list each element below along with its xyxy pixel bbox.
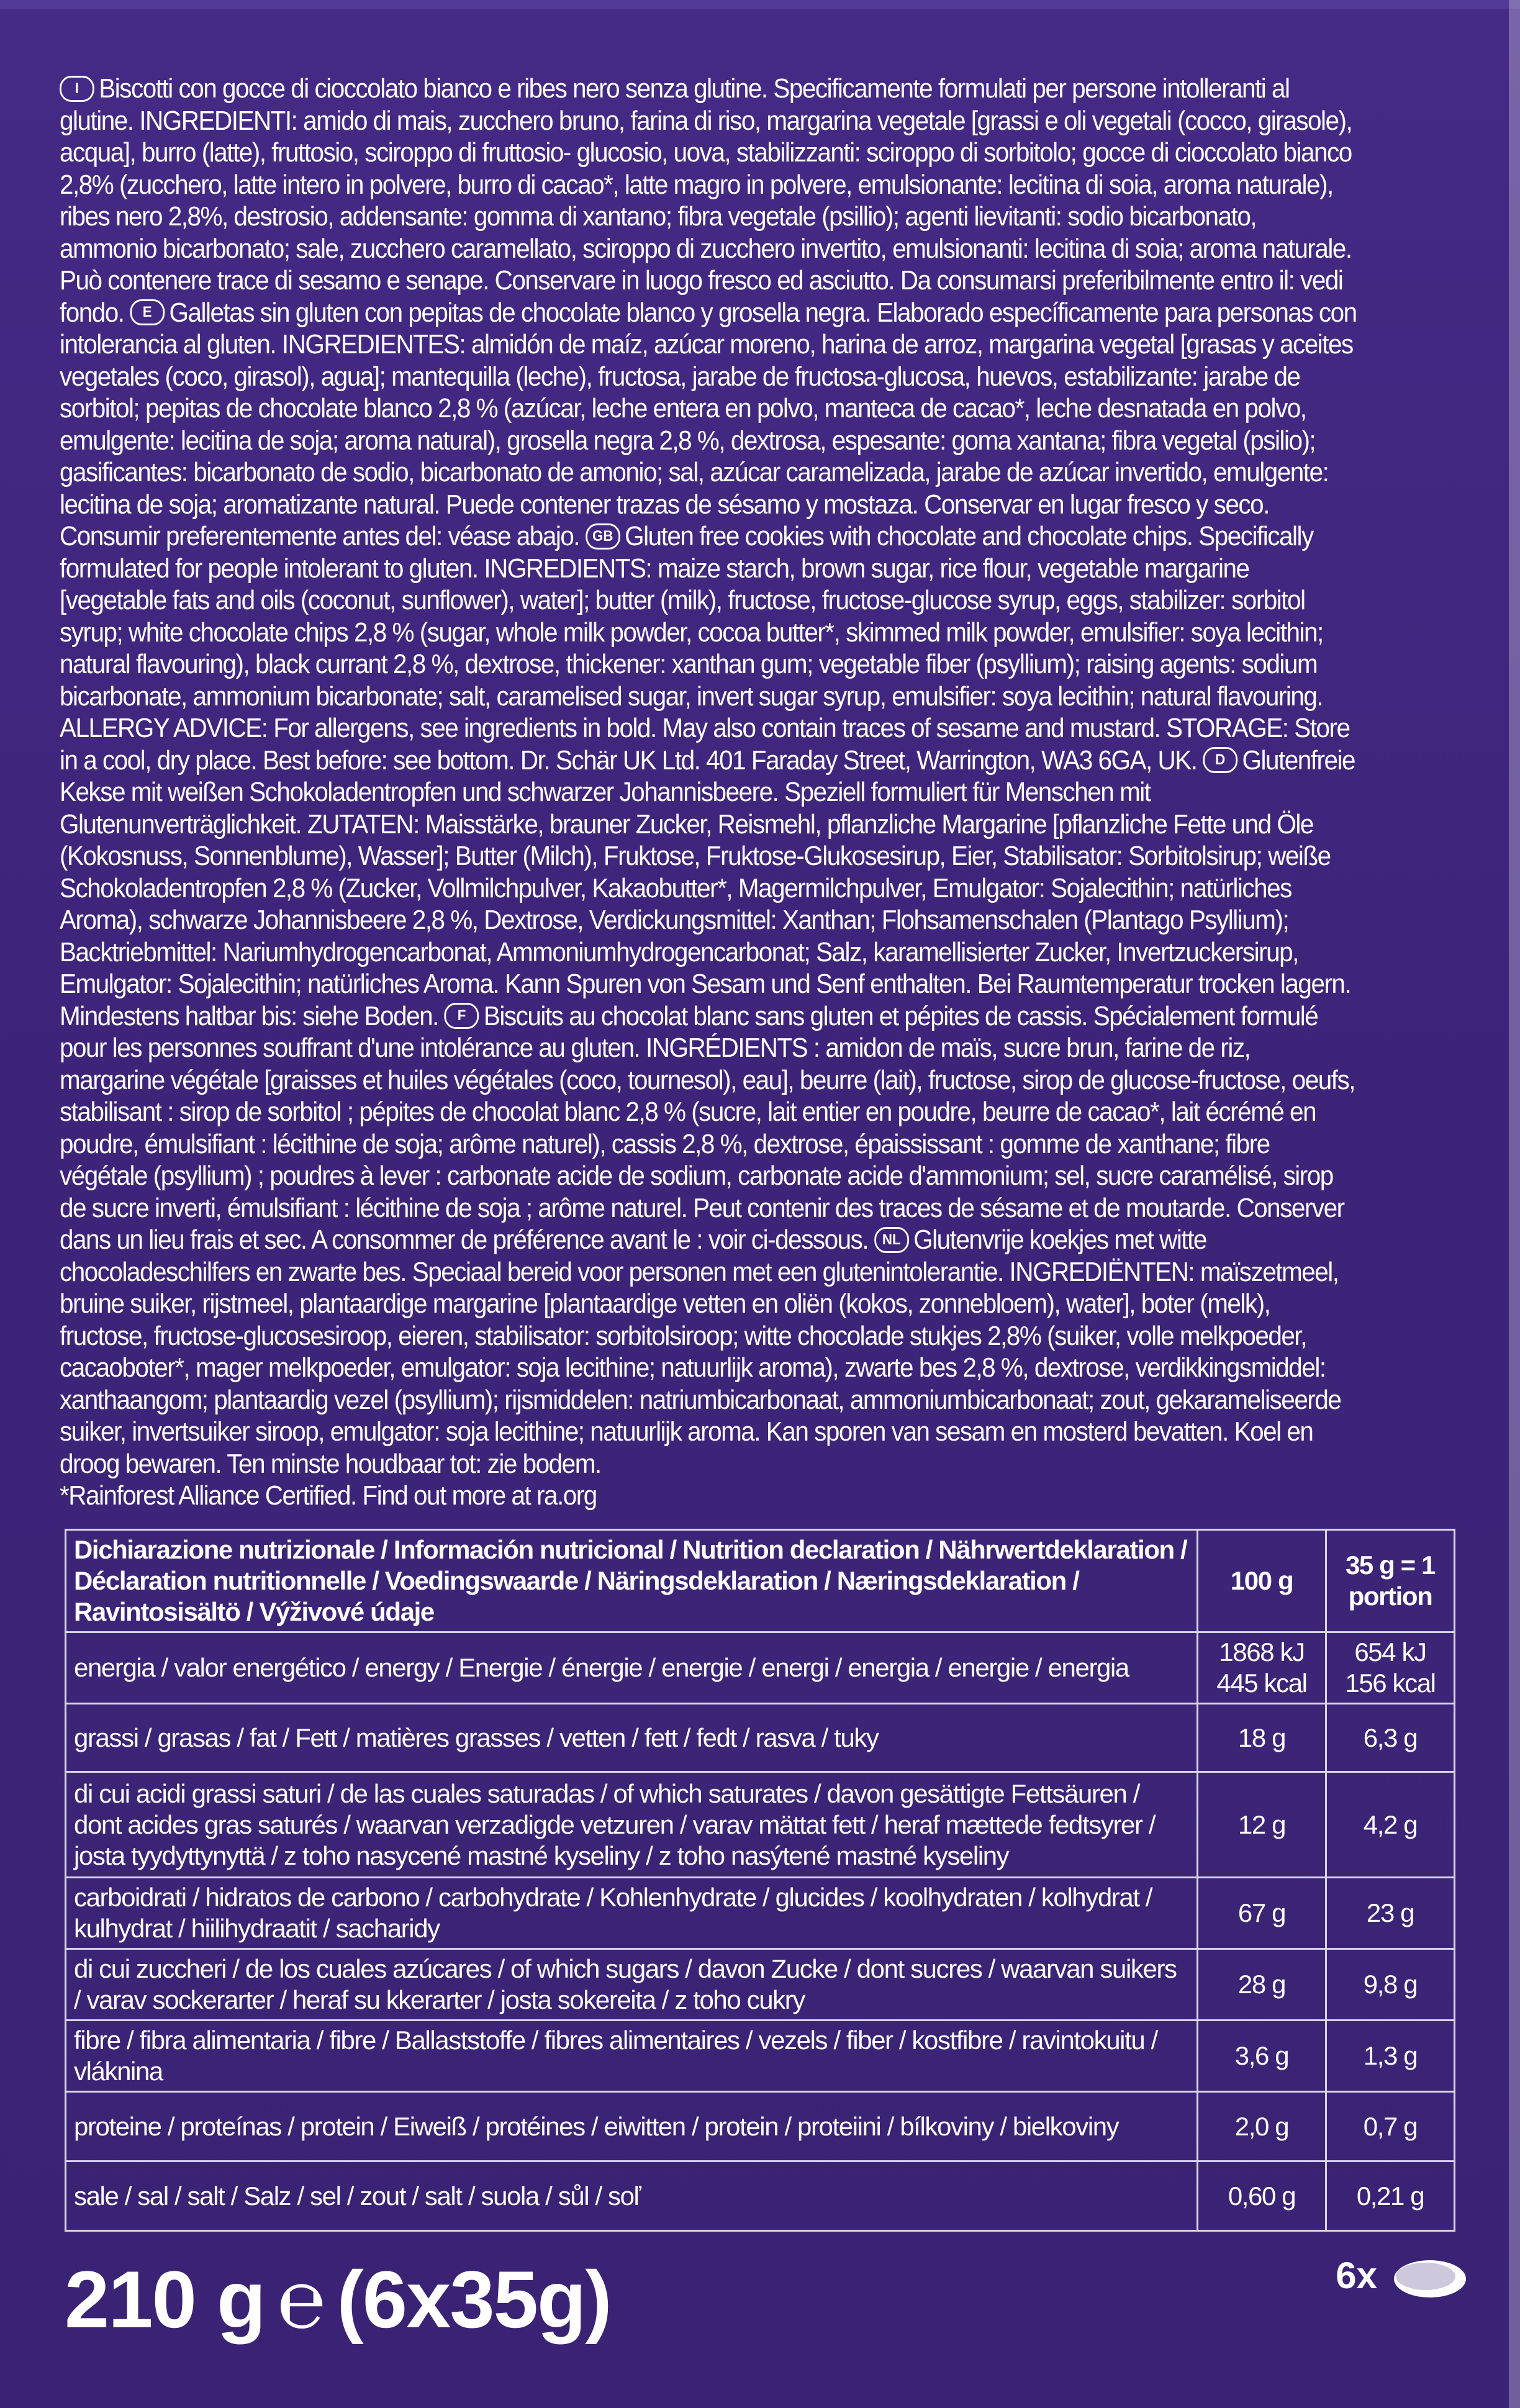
nutrient-value-100g: 12 g bbox=[1198, 1772, 1326, 1878]
table-row bbox=[66, 1772, 1455, 1878]
lang-badge-es: E bbox=[130, 299, 165, 325]
panel-top-edge bbox=[0, 0, 1520, 9]
ingredients-es: Galletas sin gluten con pepitas de chocolate blanco y grosella negra. Elaborado específicamente para personas con intolerancia al gluten. INGREDIENTES: almidón de maíz, azúcar moreno, harina de arroz, margarina vegetal [grasas y aceites vegetales (coco, girasol), agua]; mantequilla (leche), fructosa, jarabe de fructosa-glucosa, huevos, estabilizante: jarabe de sorbitol; pepitas de chocolate blanco 2,8 % (azúcar, leche entera en polvo, manteca de cacao*, leche desnatada en polvo, emulgente: lecitina de soja; aroma natural), grosella negra 2,8 %, dextrosa, espesante: goma xantana; fibra vegetal (psilio); gasificantes: bicarbonato de sodio, bicarbonato de amonio; sal, azúcar caramelizada, jarabe de azúcar invertido, emulgente: lecitina de soja; aromatizante natural. Puede contener trazas de sésamo y mostaza. Conservar en lugar fresco y seco. Consumir preferentemente antes del: véase abajo. bbox=[60, 297, 1357, 552]
rainforest-footnote: *Rainforest Alliance Certified. Find out more at ra.org bbox=[60, 1481, 597, 1511]
nutrient-label: energia / valor energético / energy / Energie / énergie / energie / energi / energia / energie / energia bbox=[66, 1632, 1198, 1704]
nutrient-value-100g: 3,6 g bbox=[1198, 2021, 1326, 2092]
nutrient-value-100g: 2,0 g bbox=[1198, 2092, 1326, 2161]
nutrient-value-100g: 67 g bbox=[1198, 1878, 1326, 1949]
nutrient-value-100g: 0,60 g bbox=[1198, 2161, 1326, 2231]
net-weight bbox=[65, 2253, 611, 2346]
lang-badge-f: F bbox=[445, 1003, 479, 1029]
nutrition-header: Dichiarazione nutrizionale / Información nutricional / Nutrition declaration / Nährwertdeklaration / Déclaration nutritionnelle / Voedingswaarde / Näringsdeklaration / Næringsdeklaration / Ravintosisältö / Výživové údaje bbox=[66, 1530, 1198, 1632]
nutrient-label: proteine / proteínas / protein / Eiweiß / protéines / eiwitten / protein / proteiini / bílkoviny / bielkoviny bbox=[66, 2092, 1198, 2161]
ingredients-f: Biscuits au chocolat blanc sans gluten et pépites de cassis. Spécialement formulé pour les personnes souffrant d'une intolérance au gluten. INGRÉDIENTS : amidon de maïs, sucre brun, farine de riz, margarine végétale [graisses et huiles végétales (coco, tournesol), eau], beurre (lait), fructose, sirop de glucose-fructose, oeufs, stabilisant : sirop de sorbitol ; pépites de chocolat blanc 2,8 % (sucre, lait entier en poudre, beurre de cacao*, lait écrémé en poudre, émulsifiant : lécithine de soja; arôme naturel), cassis 2,8 %, dextrose, épaississant : gomme de xanthane; fibre végétale (psyllium) ; poudres à lever : carbonate acide de sodium, carbonate acide d'ammonium; sel, sucre caramélisé, sirop de sucre inverti, émulsifiant : lécithine de soja ; arôme naturel. Peut contenir des traces de sésame et de moutarde. Conserver dans un lieu frais et sec. A consommer de préférence avant le : voir ci-dessous. bbox=[60, 1001, 1355, 1256]
cookie-count: 6x bbox=[1336, 2255, 1377, 2296]
nutrition-header-row bbox=[66, 1530, 1455, 1632]
nutrient-label: sale / sal / salt / Salz / sel / zout / salt / suola / sůl / soľ bbox=[66, 2161, 1198, 2231]
nutrient-label: di cui acidi grassi saturi / de las cuales saturadas / of which saturates / davon gesättigte Fettsäuren / dont acides gras saturés / waarvan verzadigde vetzuren / varav mättat fett / heraf mættede fedtsyrer / josta tyydyttynyttä / z toho nasycené mastné kyseliny / z toho nasýtené mastné kyseliny bbox=[66, 1772, 1198, 1878]
nutrient-label: di cui zuccheri / de los cuales azúcares / of which sugars / davon Zucke / dont sucres / waarvan suikers / varav sockerarter / heraf su kkerarter / josta sokereita / z toho cukry bbox=[66, 1949, 1198, 2021]
lang-badge-d: D bbox=[1203, 747, 1237, 773]
table-row bbox=[66, 2092, 1455, 2161]
net-weight-value: 210 g bbox=[65, 2254, 265, 2345]
table-row bbox=[66, 1878, 1455, 1949]
nutrient-value-portion: 6,3 g bbox=[1326, 1704, 1455, 1772]
ingredients-d: Glutenfreie Kekse mit weißen Schokoladentropfen und schwarzer Johannisbeere. Speziell formuliert für Menschen mit Glutenunverträglichkeit. ZUTATEN: Maisstärke, brauner Zucker, Reismehl, pflanzliche Margarine [pflanzliche Fette und Öle (Kokosnuss, Sonnenblume), Wasser]; Butter (Milch), Fruktose, Fruktose-Glukosesirup, Eier, Stabilisator: Sorbitolsirup; weiße Schokoladentropfen 2,8 % (Zucker, Vollmilchpulver, Kakaobutter*, Magermilchpulver, Emulgator: Sojalecithin; natürliches Aroma), schwarze Johannisbeere 2,8 %, Dextrose, Verdickungsmittel: Xanthan; Flohsamenschalen (Plantago Psyllium); Backtriebmittel: Nariumhydrogencarbonat, Ammoniumhydrogencarbonat; Salz, karamellisierter Zucker, Invertzuckersirup, Emulgator: Sojalecithin; natürliches Aroma. Kann Spuren von Sesam und Senf enthalten. Bei Raumtemperatur trocken lagern. Mindestens haltbar bis: siehe Boden. bbox=[60, 745, 1355, 1031]
table-row bbox=[66, 1632, 1455, 1704]
cookie-icon bbox=[1390, 2253, 1470, 2302]
nutrient-value-100g: 1868 kJ 445 kcal bbox=[1198, 1632, 1326, 1704]
ingredients-nl: Glutenvrije koekjes met witte chocoladeschilfers en zwarte bes. Speciaal bereid voor personen met een glutenintolerantie. INGREDIËNTEN: maïszetmeel, bruine suiker, rijstmeel, plantaardige margarine [plantaardige vetten en oliën (kokos, zonnebloem), water], boter (melk), fructose, fructose-glucosesiroop, eieren, stabilisator: sorbitolsiroop; witte chocolade stukjes 2,8% (suiker, volle melkpoeder, cacaoboter*, mager melkpoeder, emulgator: soja lecithine; natuurlijk aroma), zwarte bes 2,8 %, dextrose, verdikkingsmiddel: xanthaangom; plantaardig vezel (psyllium); rijsmiddelen: natriumbicarbonaat, ammoniumbicarbonaat; zout, gekarameliseerde suiker, invertsuiker siroop, emulgator: soja lecithine; natuurlijk aroma. Kan sporen van sesam en mosterd bevatten. Koel en droog bewaren. Ten minste houdbaar tot: zie bodem. bbox=[60, 1225, 1341, 1479]
nutrient-value-portion: 0,21 g bbox=[1326, 2161, 1455, 2231]
lang-badge-it: I bbox=[60, 76, 94, 102]
nutrient-label: grassi / grasas / fat / Fett / matières grasses / vetten / fett / fedt / rasva / tuky bbox=[66, 1704, 1198, 1772]
col-100g-header: 100 g bbox=[1198, 1530, 1326, 1632]
estimated-sign: ℮ bbox=[277, 2254, 325, 2345]
table-row bbox=[66, 2021, 1455, 2092]
nutrient-value-100g: 28 g bbox=[1198, 1949, 1326, 2021]
panel-right-edge bbox=[1509, 0, 1520, 2408]
nutrient-value-portion: 23 g bbox=[1326, 1878, 1455, 1949]
nutrient-value-portion: 4,2 g bbox=[1326, 1772, 1455, 1878]
nutrition-table bbox=[65, 1529, 1455, 2232]
ingredients-block bbox=[60, 73, 1359, 1513]
nutrient-label: carboidrati / hidratos de carbono / carbohydrate / Kohlenhydrate / glucides / koolhydraten / kolhydrat / kulhydrat / hiilihydraatit / sacharidy bbox=[66, 1878, 1198, 1949]
nutrient-value-portion: 654 kJ 156 kcal bbox=[1326, 1632, 1455, 1704]
nutrient-value-portion: 1,3 g bbox=[1326, 2021, 1455, 2092]
ingredients-gb: Gluten free cookies with chocolate and chocolate chips. Specifically formulated for people intolerant to gluten. INGREDIENTS: maize starch, brown sugar, rice flour, vegetable margarine [vegetable fats and oils (coconut, sunflower), water]; butter (milk), fructose, fructose-glucose syrup, eggs, stabilizer: sorbitol syrup; white chocolate chips 2,8 % (sugar, whole milk powder, cocoa butter*, skimmed milk powder, emulsifier: soya lecithin; natural flavouring), black currant 2,8 %, dextrose, thickener: xanthan gum; vegetable fiber (psyllium); raising agents: sodium bicarbonate, ammonium bicarbonate; salt, caramelised sugar, invert sugar syrup, emulsifier: soya lecithin; natural flavouring. ALLERGY ADVICE: For allergens, see ingredients in bold. May also contain traces of sesame and mustard. STORAGE: Store in a cool, dry place. Best before: see bottom. Dr. Schär UK Ltd. 401 Faraday Street, Warrington, WA3 6GA, UK. bbox=[60, 522, 1350, 776]
table-row bbox=[66, 1704, 1455, 1772]
nutrient-value-100g: 18 g bbox=[1198, 1704, 1326, 1772]
lang-badge-nl: NL bbox=[874, 1227, 909, 1253]
nutrient-value-portion: 9,8 g bbox=[1326, 1949, 1455, 2021]
nutrient-value-portion: 0,7 g bbox=[1326, 2092, 1455, 2161]
table-row bbox=[66, 2161, 1455, 2231]
nutrient-label: fibre / fibra alimentaria / fibre / Ballaststoffe / fibres alimentaires / vezels / fiber / kostfibre / ravintokuitu / vláknina bbox=[66, 2021, 1198, 2092]
table-row bbox=[66, 1949, 1455, 2021]
ingredients-it: Biscotti con gocce di cioccolato bianco e ribes nero senza glutine. Specificamente formulati per persone intolleranti al glutine. INGREDIENTI: amido di mais, zucchero bruno, farina di riso, margarina vegetale [grassi e oli vegetali (cocco, girasole), acqua], burro (latte), fruttosio, sciroppo di fruttosio- glucosio, uova, stabilizzanti: sciroppo di sorbitolo; gocce di cioccolato bianco 2,8% (zucchero, latte intero in polvere, burro di cacao*, latte magro in polvere, emulsionante: lecitina di soia, aroma naturale), ribes nero 2,8%, destrosio, addensante: gomma di xantano; fibra vegetale (psillio); agenti lievitanti: sodio bicarbonato, ammonio bicarbonato; sale, zucchero caramellato, sciroppo di zucchero invertito, emulsionanti: lecitina di soia; aroma naturale. Può contenere trace di sesamo e senape. Conservare in luogo fresco ed asciutto. Da consumarsi preferibilmente entro il: vedi fondo. bbox=[60, 74, 1352, 328]
col-portion-header: 35 g = 1 portion bbox=[1326, 1530, 1455, 1632]
lang-badge-gb: GB bbox=[586, 523, 620, 550]
portion-info: (6x35g) bbox=[337, 2254, 611, 2345]
